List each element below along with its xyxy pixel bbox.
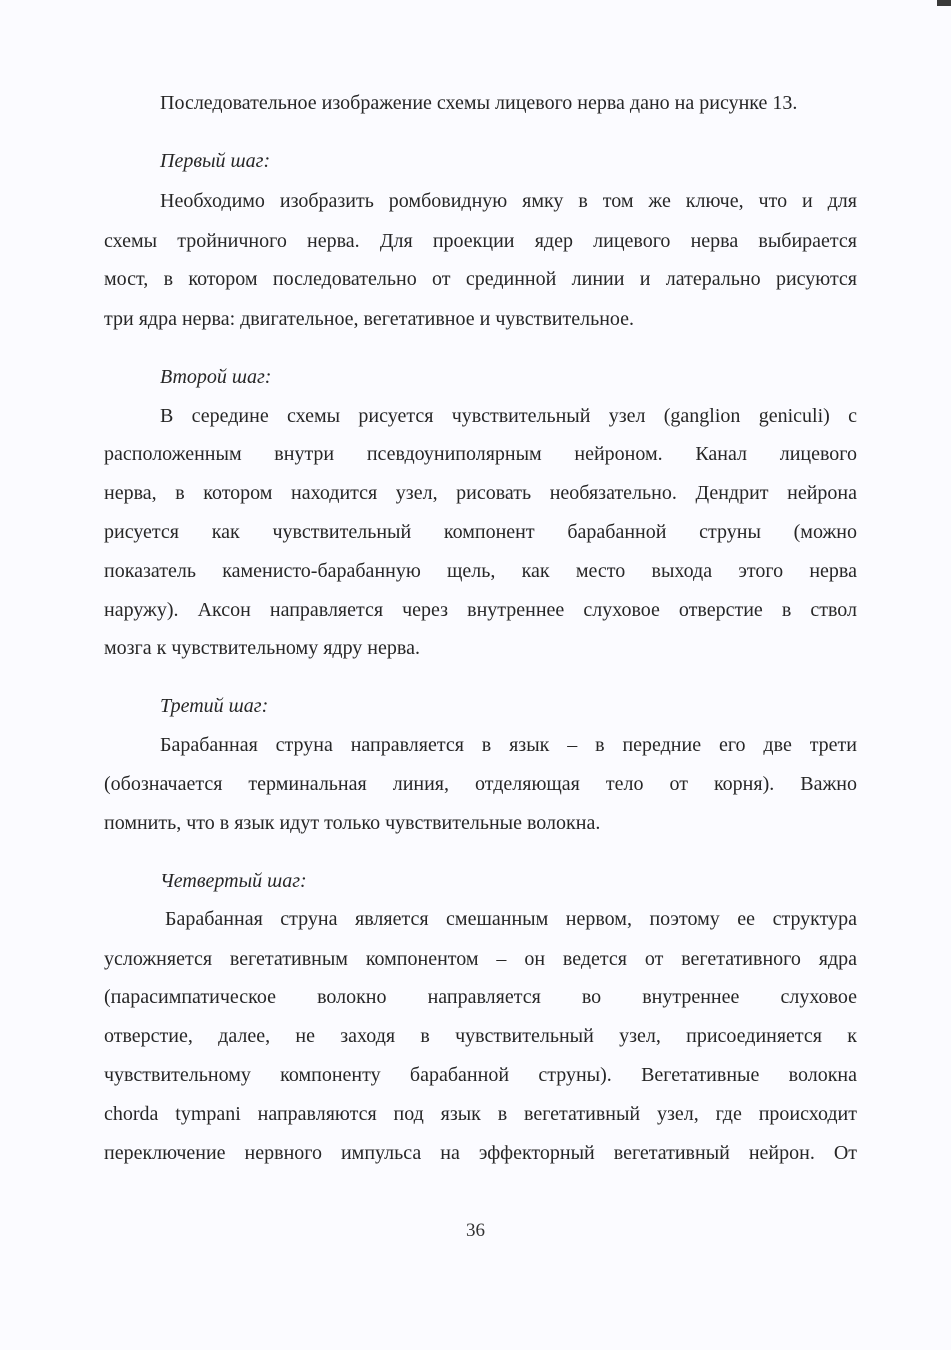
step2-line-6: наружу). Аксон направляется через внутреннее слуховое отверстие в ствол <box>104 599 857 621</box>
step2-line-5: показатель каменисто-барабанную щель, как место выхода этого нерва <box>104 560 857 582</box>
page-number: 36 <box>466 1220 485 1241</box>
intro-paragraph: Последовательное изображение схемы лицевого нерва дано на рисунке 13. <box>160 92 798 114</box>
step4-line-7: переключение нервного импульса на эффекторный вегетативный нейрон. От <box>104 1142 857 1164</box>
step2-heading: Второй шаг: <box>160 366 272 388</box>
step4-heading: Четвертый шаг: <box>160 870 307 892</box>
step2-line-4: рисуется как чувствительный компонент барабанной струны (можно <box>104 521 857 543</box>
step1-line-1: Необходимо изобразить ромбовидную ямку в том же ключе, что и для <box>160 190 857 212</box>
step3-heading: Третий шаг: <box>160 695 269 717</box>
step4-line-1: Барабанная струна является смешанным нервом, поэтому ее структура <box>165 908 857 930</box>
step3-line-2: (обозначается терминальная линия, отделяющая тело от корня). Важно <box>104 773 857 795</box>
step4-line-5: чувствительному компоненту барабанной струны). Вегетативные волокна <box>104 1064 857 1086</box>
step4-line-6: chorda tympani направляются под язык в вегетативный узел, где происходит <box>104 1103 857 1125</box>
step4-line-3: (парасимпатическое волокно направляется во внутреннее слуховое <box>104 986 857 1008</box>
step4-line-2: усложняется вегетативным компонентом – он ведется от вегетативного ядра <box>104 948 857 970</box>
step4-line-4: отверстие, далее, не заходя в чувствительный узел, присоединяется к <box>104 1025 857 1047</box>
step1-heading: Первый шаг: <box>160 150 271 172</box>
step1-line-4: три ядра нерва: двигательное, вегетативное и чувствительное. <box>104 308 635 330</box>
step2-line-2: расположенным внутри псевдоуниполярным нейроном. Канал лицевого <box>104 443 857 465</box>
step3-line-3: помнить, что в язык идут только чувствительные волокна. <box>104 812 601 834</box>
step3-line-1: Барабанная струна направляется в язык – в передние его две трети <box>160 734 857 756</box>
step2-line-7: мозга к чувствительному ядру нерва. <box>104 637 420 659</box>
step1-line-3: мост, в котором последовательно от срединной линии и латерально рисуются <box>104 268 857 290</box>
step2-line-1: В середине схемы рисуется чувствительный узел (ganglion geniculi) с <box>160 405 857 427</box>
step1-line-2: схемы тройничного нерва. Для проекции ядер лицевого нерва выбирается <box>104 230 857 252</box>
step2-line-3: нерва, в котором находится узел, рисовать необязательно. Дендрит нейрона <box>104 482 857 504</box>
